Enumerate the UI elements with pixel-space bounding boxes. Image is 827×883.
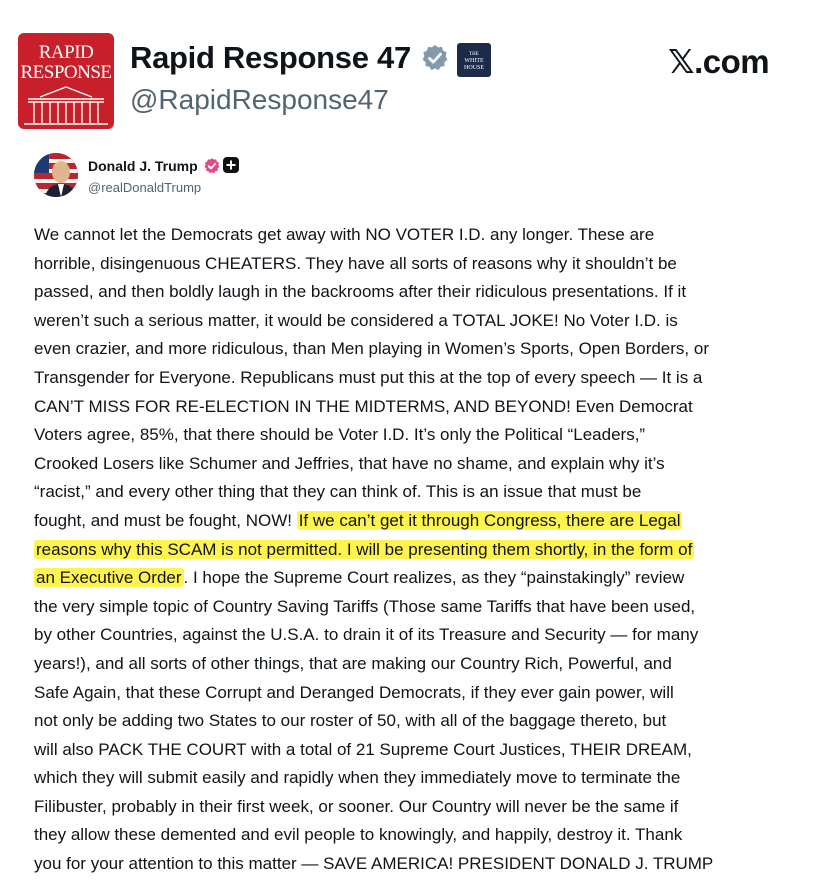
white-house-affiliation-badge[interactable] (457, 43, 491, 77)
post-text-line (34, 793, 824, 822)
post-text-segment: not only be adding two States to our roster of 50, with all of the baggage thereto, but (34, 711, 667, 731)
post-text-line (34, 421, 824, 450)
post-text-line (34, 850, 824, 879)
post-text-line (34, 307, 824, 336)
post-text-line (34, 478, 824, 507)
post-text-line (34, 450, 824, 479)
post-text-segment: Voters agree, 85%, that there should be Voter I.D. It’s only the Political “Leaders,” (34, 425, 646, 445)
highlighted-text: reasons why this SCAM is not permitted. I will be presenting them shortly, in the form of (36, 539, 693, 559)
post-body (34, 221, 824, 879)
post-text-segment: weren’t such a serious matter, it would be considered a TOTAL JOKE! No Voter I.D. is (34, 310, 678, 330)
post-text-line (34, 564, 824, 593)
post-text-line (34, 250, 824, 279)
logo-text-line2: RESPONSE (20, 62, 112, 83)
post-text-line (34, 278, 824, 307)
post-text-segment: . I hope the Supreme Court realizes, as they “painstakingly” review (183, 568, 685, 588)
post-text-line (34, 364, 824, 393)
author-avatar-image (34, 153, 78, 197)
author-handle[interactable]: @realDonaldTrump (88, 180, 202, 195)
post-text-line (34, 621, 824, 650)
account-handle[interactable]: @RapidResponse47 (130, 84, 389, 115)
post-text-segment: even crazier, and more ridiculous, than Men playing in Women’s Sports, Open Borders, or (34, 339, 709, 359)
post-text-segment: passed, and then boldly laugh in the backrooms after their ridiculous presentations. If it (34, 282, 687, 302)
post-text-segment: you for your attention to this matter — SAVE AMERICA! PRESIDENT DONALD J. TRUMP (34, 854, 714, 874)
author-avatar[interactable] (34, 153, 78, 197)
author-verified-icon (203, 157, 221, 175)
post-text-line (34, 393, 824, 422)
white-house-icon (18, 83, 114, 129)
post-text-segment: horrible, disingenuous CHEATERS. They have all sorts of reasons why it shouldn’t be (34, 253, 677, 273)
post-text-segment: fought, and must be fought, NOW! (34, 510, 297, 530)
post-text-segment: Filibuster, probably in their first week, or sooner. Our Country will never be the same if (34, 796, 679, 816)
rapid-response-logo[interactable] (18, 33, 114, 129)
post-text-line (34, 650, 824, 679)
post-text-line (34, 707, 824, 736)
post-text-segment: they allow these demented and evil people to knowingly, and happily, destroy it. Thank (34, 825, 683, 845)
affiliation-badge-text-3: HOUSE (463, 65, 485, 71)
account-name[interactable]: Rapid Response 47 (130, 40, 411, 75)
author-name[interactable]: Donald J. Trump (88, 158, 198, 174)
post-text-line (34, 335, 824, 364)
highlighted-text: If we can’t get it through Congress, there are Legal (298, 510, 681, 530)
site-label: 𝕏.com (668, 43, 770, 80)
post-text-segment: Crooked Losers like Schumer and Jeffries, that have no shame, and explain why it’s (34, 453, 665, 473)
post-text-segment: Safe Again, that these Corrupt and Deranged Democrats, if they ever gain power, will (34, 682, 674, 702)
post-text-segment: CAN’T MISS FOR RE-ELECTION IN THE MIDTERMS, AND BEYOND! Even Democrat (34, 396, 693, 416)
post-text-segment: will also PACK THE COURT with a total of 21 Supreme Court Justices, THEIR DREAM, (34, 739, 692, 759)
post-text-segment: years!), and all sorts of other things, that are making our Country Rich, Powerful, and (34, 653, 672, 673)
post-text-segment: “racist,” and every other thing that they can think of. This is an issue that must be (34, 482, 642, 502)
post-text-line (34, 221, 824, 250)
post-text-line (34, 507, 824, 536)
post-text-segment: by other Countries, against the U.S.A. to drain it of its Treasure and Security — for many (34, 625, 699, 645)
plus-badge-icon (223, 157, 239, 173)
post-text-line (34, 679, 824, 708)
post-text-segment: which they will submit easily and rapidly when they immediately move to terminate the (34, 768, 681, 788)
post-text-segment: Transgender for Everyone. Republicans must put this at the top of every speech — It is a (34, 367, 703, 387)
account-header (0, 0, 827, 140)
affiliation-badge-text-1: THE (469, 52, 479, 57)
post-text-line (34, 764, 824, 793)
post-text-segment: the very simple topic of Country Saving Tariffs (Those same Tariffs that have been used, (34, 596, 696, 616)
verified-badge-icon (420, 43, 450, 73)
post-text-line (34, 536, 824, 565)
post-text-segment: We cannot let the Democrats get away with NO VOTER I.D. any longer. These are (34, 225, 655, 244)
highlighted-text: an Executive Order (36, 568, 182, 588)
logo-text-line1: RAPID (38, 42, 94, 63)
affiliation-badge-text-2: WHITE (464, 58, 484, 64)
post-text-line (34, 593, 824, 622)
post-text-line (34, 821, 824, 850)
post-text-line (34, 736, 824, 765)
